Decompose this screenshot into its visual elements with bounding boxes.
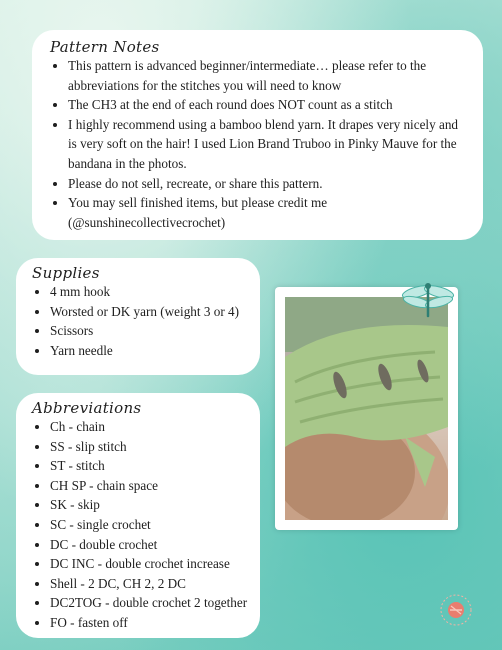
list-item: • DC - double crochet [50,535,250,555]
list-item: • SC - single crochet [50,515,250,535]
list-item: • I highly recommend using a bamboo blend yarn. It drapes very nicely and is very soft on the hair! I used Lion Brand Truboo in Pinky Mauve for the bandana in the photos. [68,115,469,174]
list-item: • You may sell finished items, but please credit me (@sunshinecollectivecrochet) [68,193,469,232]
list-item: • DC2TOG - double crochet 2 together [50,593,250,613]
list-item: • The CH3 at the end of each round does NOT count as a stitch [68,95,469,115]
list-item: • Yarn needle [50,341,250,361]
dragonfly-icon [400,280,456,318]
list-item: • This pattern is advanced beginner/intermediate… please refer to the abbreviations for the stitches you will need to know [68,56,469,95]
pattern-notes-card [32,30,483,240]
list-item: • Ch - chain [50,417,250,437]
list-item: • Please do not sell, recreate, or share this pattern. [68,174,469,194]
abbreviations-heading: Abbreviations [32,399,142,417]
list-item: • SK - skip [50,495,250,515]
pattern-notes-list [50,56,469,232]
supplies-heading: Supplies [32,264,100,282]
supplies-card [16,258,260,375]
sun-logo-icon [438,592,474,628]
bandana-photo [285,297,448,520]
bandana-photo-illustration [285,297,448,520]
list-item: • DC INC - double crochet increase [50,554,250,574]
list-item: • ST - stitch [50,456,250,476]
list-item: • 4 mm hook [50,282,250,302]
list-item: • Scissors [50,321,250,341]
supplies-list [32,282,250,360]
abbreviations-card [16,393,260,638]
list-item: • FO - fasten off [50,613,250,633]
list-item: • Shell - 2 DC, CH 2, 2 DC [50,574,250,594]
list-item: • Worsted or DK yarn (weight 3 or 4) [50,302,250,322]
list-item: • CH SP - chain space [50,476,250,496]
pattern-notes-heading: Pattern Notes [50,38,160,56]
list-item: • SS - slip stitch [50,437,250,457]
abbreviations-list [32,417,250,633]
